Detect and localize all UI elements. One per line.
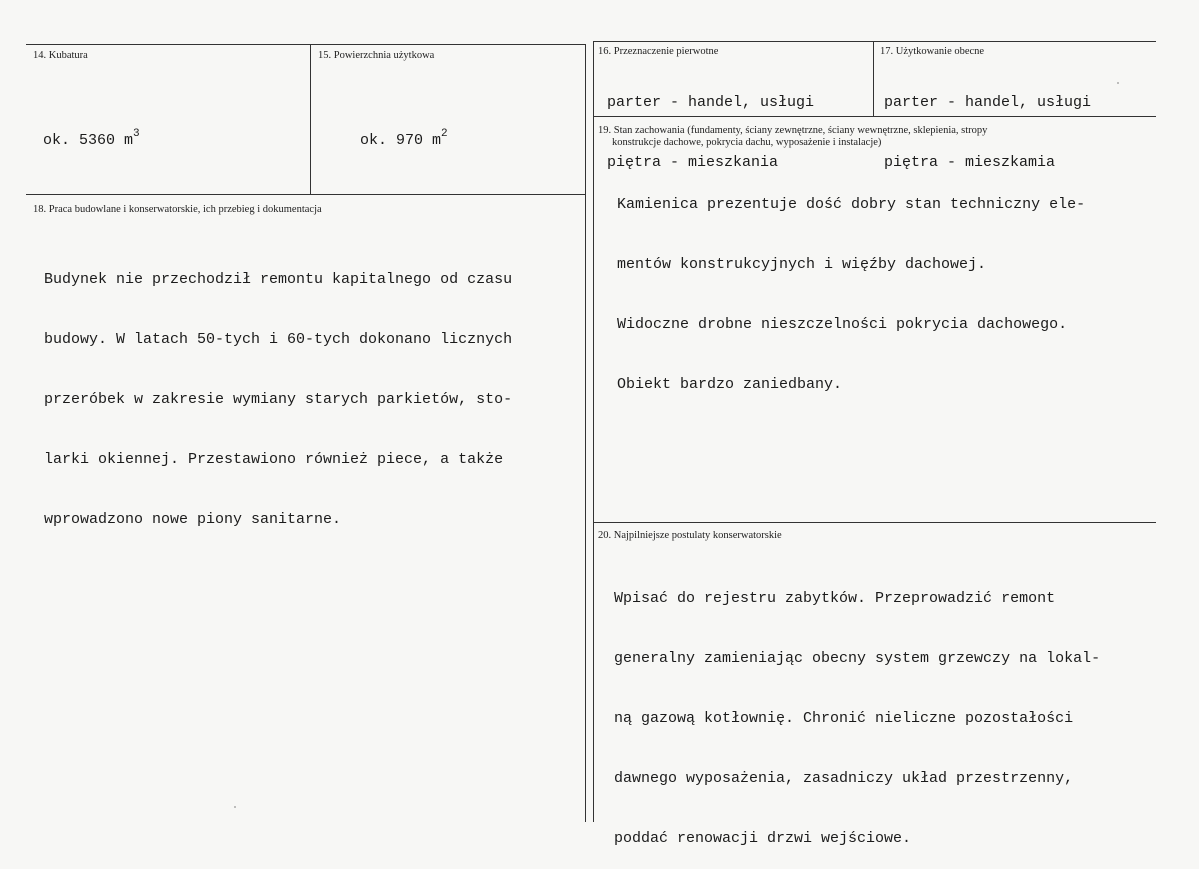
uzytkowanie-line: piętra - mieszkamia (884, 154, 1056, 171)
stan-line: Kamienica prezentuje dość dobry stan techniczny ele- (617, 196, 1086, 213)
divider-14-15 (310, 44, 311, 195)
scan-speck (1117, 82, 1119, 84)
powierzchnia-number: ok. 970 m (360, 132, 442, 149)
rule-under-14-15 (26, 194, 585, 195)
stan-label-line1: 19. Stan zachowania (fundamenty, ściany zewnętrzne, ściany wewnętrzne, sklepienia, stropy (598, 125, 988, 136)
prace-text (44, 233, 512, 550)
top-rule-left (26, 44, 585, 45)
prace-label: 18. Praca budowlane i konserwatorskie, ich przebieg i dokumentacja (33, 204, 322, 215)
top-rule-right (593, 41, 1156, 42)
kubatura-value (43, 128, 140, 149)
stan-text (617, 158, 1085, 415)
powierzchnia-value (360, 128, 448, 149)
rule-above-20 (593, 522, 1156, 523)
kubatura-label: 14. Kubatura (33, 50, 88, 61)
przeznaczenie-label: 16. Przeznaczenie pierwotne (598, 46, 719, 57)
prace-line: Budynek nie przechodził remontu kapitalnego od czasu (44, 271, 513, 288)
scan-speck (234, 806, 236, 808)
przeznaczenie-line: parter - handel, usługi (607, 94, 815, 111)
divider-right-column (593, 41, 594, 822)
powierzchnia-label: 15. Powierzchnia użytkowa (318, 50, 435, 61)
postulaty-label: 20. Najpilniejsze postulaty konserwatorskie (598, 530, 782, 541)
powierzchnia-exponent: 2 (441, 128, 448, 140)
uzytkowanie-line: parter - handel, usługi (884, 94, 1092, 111)
stan-line: mentów konstrukcyjnych i więźby dachowej. (617, 256, 987, 273)
postulaty-text (614, 552, 1100, 869)
kubatura-number: ok. 5360 m (43, 132, 134, 149)
stan-line: Obiekt bardzo zaniedbany. (617, 376, 843, 393)
prace-line: wprowadzono nowe piony sanitarne. (44, 511, 342, 528)
divider-left-right (585, 44, 586, 822)
postulaty-line: ną gazową kotłownię. Chronić nieliczne pozostałości (614, 710, 1074, 727)
uzytkowanie-label: 17. Użytkowanie obecne (880, 46, 985, 57)
stan-line: Widoczne drobne nieszczelności pokrycia dachowego. (617, 316, 1068, 333)
kubatura-exponent: 3 (133, 128, 140, 140)
przeznaczenie-line: piętra - mieszkania (607, 154, 779, 171)
postulaty-line: generalny zamieniając obecny system grzewczy na lokal- (614, 650, 1101, 667)
prace-line: larki okiennej. Przestawiono również piece, a także (44, 451, 504, 468)
postulaty-line: Wpisać do rejestru zabytków. Przeprowadzić remont (614, 590, 1056, 607)
divider-16-17 (873, 41, 874, 116)
postulaty-line: dawnego wyposażenia, zasadniczy układ przestrzenny, (614, 770, 1074, 787)
postulaty-line: poddać renowacji drzwi wejściowe. (614, 830, 912, 847)
stan-label-line2: konstrukcje dachowe, pokrycia dachu, wyposażenie i instalacje) (612, 137, 882, 148)
prace-line: budowy. W latach 50-tych i 60-tych dokonano licznych (44, 331, 513, 348)
prace-line: przeróbek w zakresie wymiany starych parkietów, sto- (44, 391, 513, 408)
